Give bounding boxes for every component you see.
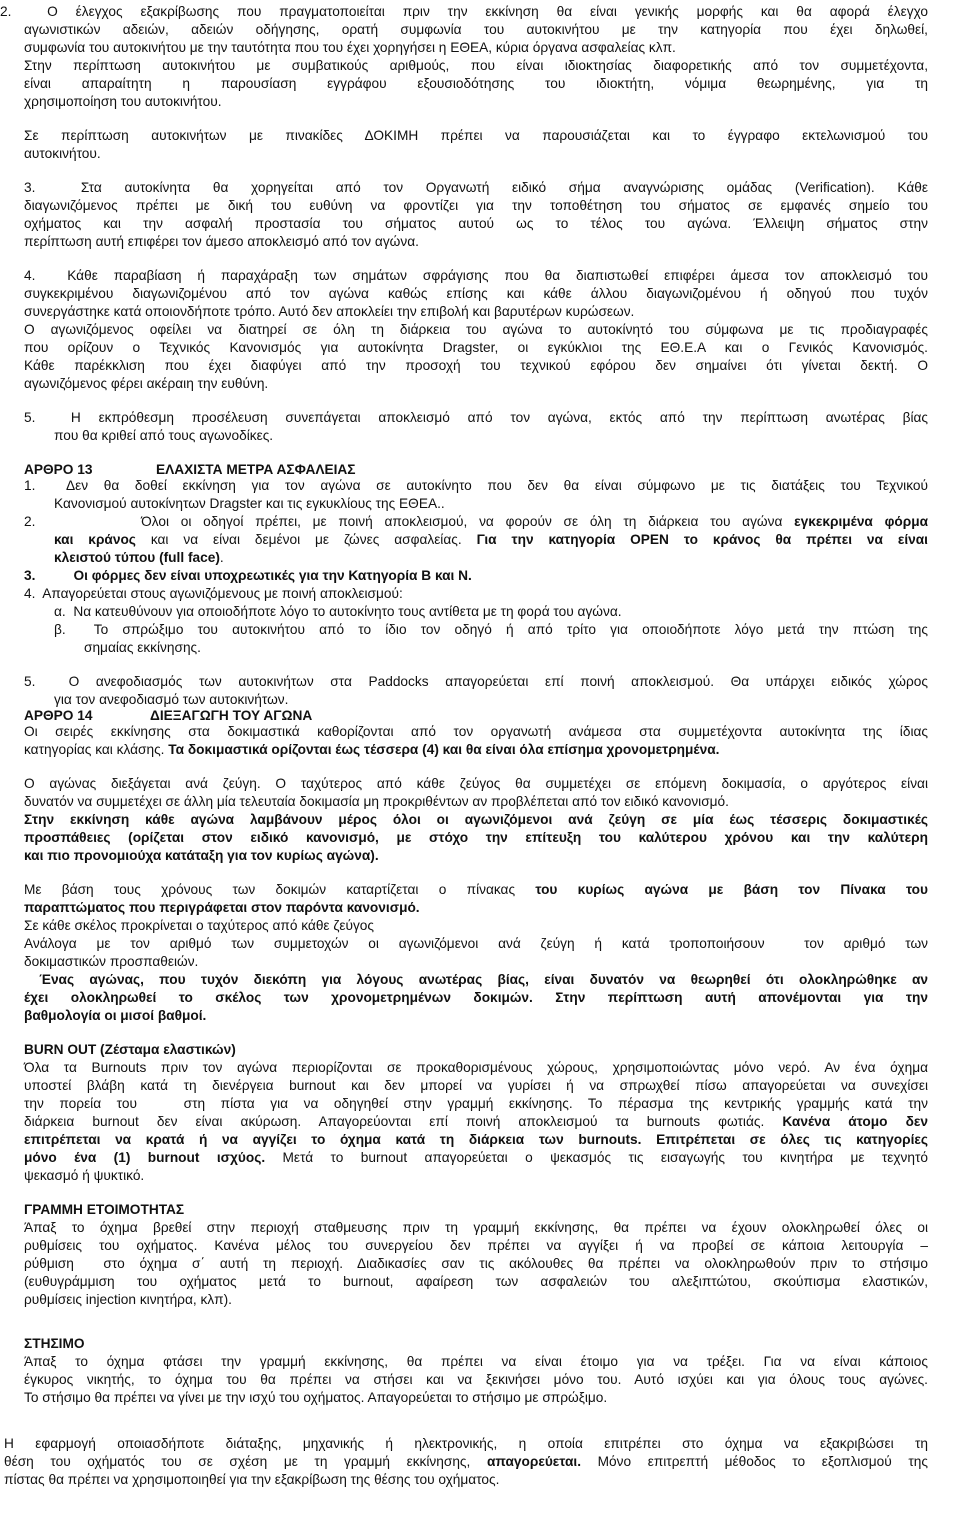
text-line: Όλα τα Burnouts πριν τον αγώνα περιορίζονται σε προκαθορισμένους χώρους, χρησιμοποιώντας μόνο νερό. Αν ένα όχημα	[24, 1060, 928, 1075]
text-line: δοκιμαστικών προσπαθειών.	[24, 954, 199, 969]
text-line: Σε περίπτωση αυτοκινήτων με πινακίδες ΔΟΚΙΜΗ πρέπει να παρουσιάζεται και το έγγραφο εκτελωνισμού του	[24, 128, 928, 143]
text-line: διαγωνιζόμενος πρέπει με δική του ευθύνη να φροντίζει για την τοποθέτηση του σήματος σε εμφανές σημείο του	[24, 198, 928, 213]
text-line: για τον ανεφοδιασμό των αυτοκινήτων.	[54, 692, 289, 707]
text-line: σημαίας εκκίνησης.	[84, 640, 201, 655]
text-line: χρησιμοποίηση του αυτοκινήτου.	[24, 94, 222, 109]
text-line: Ο αγωνιζόμενος οφείλει να διατηρεί σε όλη τη διάρκεια του αγώνα το αυτοκίνητό του σύμφωνα με τις προδιαγραφές	[24, 322, 928, 337]
text-line: αγωνιζόμενος φέρει ακέραιη την ευθύνη.	[24, 376, 269, 391]
text-line: (ευθυγράμμιση του οχήματος μετά το burnout, αφαίρεση των ασφαλειών του αλεξιπτώτου, σκούπισμα ελαστικών,	[24, 1274, 928, 1289]
text-line: ΓΡΑΜΜΗ ΕΤΟΙΜΟΤΗΤΑΣ	[24, 1202, 185, 1217]
text-line: Κανονισμού αυτοκίνητων Dragster και τις εγκυκλίους της ΕΘΕΑ..	[54, 496, 445, 511]
text-line: Ανάλογα με τον αριθμό των συμμετοχών οι αγωνιζόμενοι ανά ζεύγη ή κατά τροποποιήσουν τον αριθμό των	[24, 936, 928, 951]
text-line: αυτοκινήτου.	[24, 146, 101, 161]
text-line: 3. Στα αυτοκίνητα θα χορηγείται από τον Οργανωτή ειδικό σήμα αναγνώρισης ομάδας (Verification). Κάθε	[24, 180, 928, 195]
text-line: ΕΛΑΧΙΣΤΑ ΜΕΤΡΑ ΑΣΦΑΛΕΙΑΣ	[156, 462, 356, 477]
text-line: ψεκασμό ή ψυκτικό.	[24, 1168, 145, 1183]
text-line: ΣΤΗΣΙΜΟ	[24, 1336, 85, 1351]
text-line: Σε κάθε σκέλος προκρίνεται ο ταχύτερος από κάθε ζεύγος	[24, 918, 375, 933]
text-line: αγωνιστικών αδειών, αδειών οδήγησης, ορατή συμφωνία του αυτοκινήτου με την κατηγορία που έχει δηλωθεί,	[24, 22, 928, 37]
text-line: ΑΡΘΡΟ 13	[24, 462, 93, 477]
text-line: Άπαξ το όχημα βρεθεί στην περιοχή σταθμευσης πριν τη γραμμή εκκίνησης, θα πρέπει να έχουν ολοκληρωθεί όλες οι	[24, 1220, 928, 1235]
text-line: έγκυρος νικητής, το όχημα του θα πρέπει να στήσει και να ξεκινήσει μόνο του. Αυτό ισχύει και για όλους τους αγώνες.	[24, 1372, 928, 1387]
text-line: 5. Ο ανεφοδιασμός των αυτοκινήτων στα Paddocks απαγορεύεται επί ποινή αποκλεισμού. Θα υπάρχει ειδικός χώρος	[24, 674, 928, 689]
text-line: ρυθμίσεις του οχήματος. Κανένα μέλος του συνεργείου δεν πρέπει να αγγίξει ή να προβεί σε κάποια λειτουργία –	[24, 1238, 928, 1253]
text-line: BURN OUT (Ζέσταμα ελαστικών)	[24, 1042, 236, 1057]
text-line: διάρκεια burnout δεν είναι ακύρωση. Απαγορεύονται επί ποινή αποκλεισμού τα burnouts φωτιάς. Κανένα άτομο δεν	[24, 1114, 928, 1129]
text-line: 1. Δεν θα δοθεί εκκίνηση για τον αγώνα σε αυτοκίνητο που δεν θα είναι σύμφωνο με τις διατάξεις του Τεχνικού	[24, 478, 928, 493]
text-line: συγκεκριμένου διαγωνιζομένου από τον αγώνα καθώς επίσης και κάθε άλλου διαγωνιζομένου ή οδηγού που τυχόν	[24, 286, 928, 301]
text-line: δυνατόν να συμμετέχει σε άλλη μία τελευταία δοκιμασία μη προκριθέντων αν προβλέπεται από τον ειδικό κανονισμό.	[24, 794, 729, 809]
text-line: την πορεία του στη πίστα για να οδηγηθεί στην γραμμή εκκίνησης. Το πέρασμα της κεντρικής γραμμής κατά την	[24, 1096, 928, 1111]
text-line: συμφωνία του αυτοκινήτου με την ταυτότητα που του έχει χορηγήσει η ΕΘΕΑ, κύρια όργανα ασφαλείας κλπ.	[24, 40, 676, 55]
text-line: 2. Όλοι οι οδηγοί πρέπει, με ποινή αποκλεισμού, να φορούν σε όλη τη διάρκεια του αγώνα εγκεκριμένα φόρμα	[24, 514, 928, 529]
text-line: Το στήσιμο θα πρέπει να γίνει με την ισχύ του οχήματος. Απαγορεύεται το στήσιμο με σπρώξιμο.	[24, 1390, 608, 1405]
text-line: ρυθμίσεις injection κινητήρα, κλπ).	[24, 1292, 232, 1307]
text-line: 3. Οι φόρμες δεν είναι υποχρεωτικές για την Κατηγορία B και N.	[24, 568, 472, 583]
text-line: 5. Η εκπρόθεσμη προσέλευση συνεπάγεται αποκλεισμό από τον αγώνα, εκτός από την περίπτωση ανωτέρας βίας	[24, 410, 928, 425]
text-line: συνεργάστηκε κατά οποιονδήποτε τρόπο. Αυτό δεν αποκλείει την επιβολή και βαρυτέρων κυρώσεων.	[24, 304, 635, 319]
text-line: βαθμολογία οι μισοί βαθμοί.	[24, 1008, 207, 1023]
text-line: και πιο προνομιούχα κατάταξη για τον κυρίως αγώνα).	[24, 848, 379, 863]
text-line: που ορίζουν ο Τεχνικός Κανονισμός για αυτοκίνητα Dragster, οι εγκύκλιοι της ΕΘ.Ε.Α και ο Γενικός Κανονισμός.	[24, 340, 928, 355]
text-line: Στην περίπτωση αυτοκινήτου με συμβατικούς αριθμούς, που είναι ιδιοκτησίας διαφορετικής από τον συμμετέχοντα,	[24, 58, 928, 73]
text-line: κλειστού τύπου (full face).	[54, 550, 224, 565]
text-line: που θα κριθεί από τους αγωνοδίκες.	[54, 428, 274, 443]
text-line: είναι απαραίτητη η παρουσίαση εγγράφου εξουσιοδότησης του ιδιοκτήτη, νόμιμα θεωρημένης, για τη	[24, 76, 928, 91]
text-line: β. Το σπρώξιμο του αυτοκινήτου από το ίδιο τον οδηγό ή από τρίτο για οποιοδήποτε λόγο μετά την πτώση της	[54, 622, 928, 637]
text-line: Κάθε παρέκκλιση που έχει διαφύγει από την προσοχή του τεχνικού εφόρου δεν σημαίνει ότι γίνεται δεκτή. Ο	[24, 358, 928, 373]
text-line: 4. Κάθε παραβίαση ή παραχάραξη των σημάτων σφράγισης που θα διαπιστωθεί επιφέρει άμεσα τον αποκλεισμό του	[24, 268, 928, 283]
text-line: Ένας αγώνας, που τυχόν διεκόπη για λόγους ανωτέρας βίας, είναι δυνατόν να θεωρηθεί ότι ολοκληρώθηκε αν	[24, 972, 928, 987]
text-line: ρύθμιση στο όχημα σ΄ αυτή τη περιοχή. Διαδικασίες σαν τις ακόλουθες θα πρέπει να ολοκληρωθούν πριν το στήσιμο	[24, 1256, 928, 1271]
text-line: 2. Ο έλεγχος εξακρίβωσης που πραγματοποιείται πριν την εκκίνηση θα είναι γενικής μορφής και θα αφορά έλεγχο	[0, 4, 928, 19]
text-line: Ο αγώνας διεξάγεται ανά ζεύγη. Ο ταχύτερος από κάθε ζεύγος θα συμμετέχει σε επόμενη δοκιμασία, ο αργότερος είναι	[24, 776, 928, 791]
text-line: επιτρέπεται να κρατά ή να αγγίζει το όχημα κατά τη διάρκεια των burnouts. Επιτρέπεται σε όλες τις κατηγορίες	[24, 1132, 928, 1147]
text-line: Η εφαρμογή οποιασδήποτε διάταξης, μηχανικής ή ηλεκτρονικής, η οποία επιτρέπει στο όχημα να εξακριβώσει τη	[4, 1436, 928, 1451]
text-line: ΔΙΕΞΑΓΩΓΗ ΤΟΥ ΑΓΩΝΑ	[150, 708, 313, 723]
text-line: Στην εκκίνηση κάθε αγώνα λαμβάνουν μέρος όλοι οι αγωνιζόμενοι ανά ζεύγη σε μία έως τέσσερις δοκιμαστικές	[24, 812, 928, 827]
text-line: μόνο ένα (1) burnout ισχύος. Μετά το burnout απαγορεύεται ο ψεκασμός τις εισαγωγής του κινητήρα με τεχνητό	[24, 1150, 928, 1165]
text-line: παραπτώματος που περιγράφεται στον παρόντα κανονισμό.	[24, 900, 420, 915]
text-line: θέση του οχήματός του σε σχέση με τη γραμμή εκκίνησης, απαγορεύεται. Μόνο επιτρεπτή μέθοδος το εξοπλισμού της	[4, 1454, 929, 1469]
text-line: α. Να κατευθύνουν για οποιοδήποτε λόγο το αυτοκίνητο τους αντίθετα με τη φορά του αγώνα.	[54, 604, 622, 619]
text-line: προσπάθειες (ορίζεται στον ειδικό κανονισμό, με στόχο την επίτευξη του καλύτερου χρόνου και την καλύτερη	[24, 830, 928, 845]
text-line: πίστας θα πρέπει να χρησιμοποιηθεί για την εξακρίβωση της θέσης του οχήματος.	[4, 1472, 500, 1487]
text-line: Οι σειρές εκκίνησης στα δοκιμαστικά καθορίζονται από τον οργανωτή ανάμεσα στα συμμετέχοντα αυτοκίνητα της ίδιας	[24, 724, 928, 739]
text-line: έχει ολοκληρωθεί το σκέλος των χρονομετρημένων δοκιμών. Στην περίπτωση αυτή απονέμονται για την	[24, 990, 928, 1005]
text-line: περίπτωση αυτή επιφέρει τον άμεσο αποκλεισμό από τον αγώνα.	[24, 234, 419, 249]
text-line: οχήματος και την ασφαλή προστασία του σήματος αυτού ως το τέλος του αγώνα. Έλλειψη σήματος στην	[24, 216, 928, 231]
text-line: Με βάση τους χρόνους των δοκιμών καταρτίζεται ο πίνακας του κυρίως αγώνα με βάση τον Πίνακα του	[24, 882, 928, 897]
text-line: υποστεί βλάβη κατά τη διενέργεια burnout και δεν μπορεί να γυρίσει ή να σπρωχθεί πίσω απαγορεύεται να συνεχίσει	[24, 1078, 928, 1093]
text-line: ΑΡΘΡΟ 14	[24, 708, 93, 723]
text-line: και κράνος και να είναι δεμένοι με ζώνες ασφαλείας. Για την κατηγορία OPEN το κράνος θα πρέπει να είναι	[54, 532, 928, 547]
text-line: κατηγορίας και κλάσης. Τα δοκιμαστικά ορίζονται έως τέσσερα (4) και θα είναι όλα επίσημα χρονομετρημένα.	[24, 742, 720, 757]
text-line: Άπαξ το όχημα φτάσει την γραμμή εκκίνησης, θα πρέπει να είναι έτοιμο για να τρέξει. Για να είναι κάποιος	[24, 1354, 928, 1369]
text-line: 4. Απαγορεύεται στους αγωνιζόμενους με ποινή αποκλεισμού:	[24, 586, 403, 601]
